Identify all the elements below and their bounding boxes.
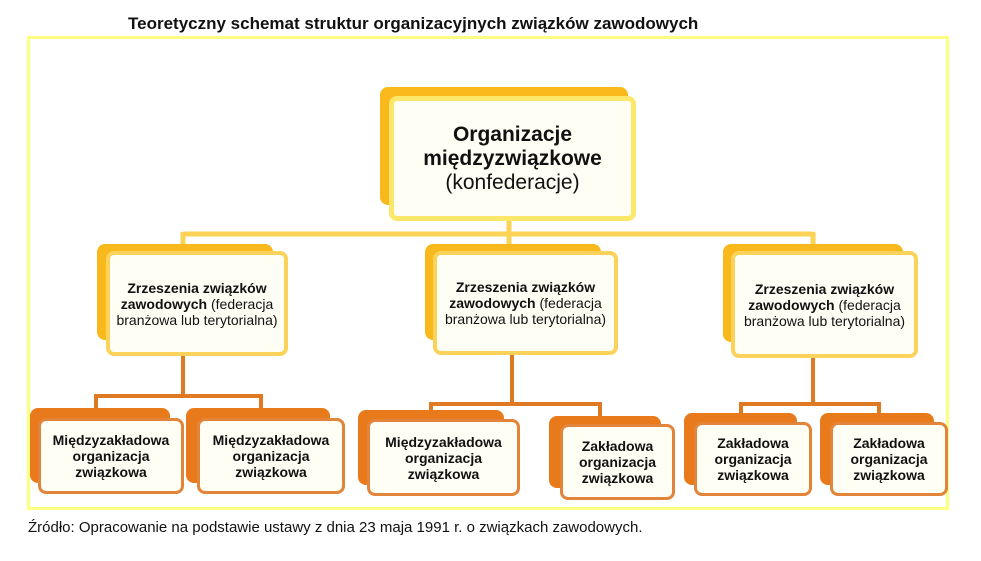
diagram-title: Teoretyczny schemat struktur organizacyjnych związków zawodowych [128, 14, 699, 33]
federation-1-bold: Zrzeszenia związków zawodowych [120, 279, 267, 312]
federation-box-3 [731, 251, 918, 358]
unit-6-label: Zakładowa organizacja związkowa [850, 435, 928, 483]
unit-1-label: Międzyzakładowa organizacja związkowa [52, 432, 170, 480]
unit-box-5 [694, 422, 812, 496]
unit-box-6 [830, 422, 948, 496]
federation-1-normal: (federacja branżowa lub terytorialna) [116, 295, 278, 328]
confederation-box [389, 96, 636, 221]
federation-box-2 [433, 251, 618, 355]
unit-box-1 [38, 418, 184, 494]
confederation-title-1: Organizacje [452, 122, 573, 146]
federation-2-normal: (federacja branżowa lub terytorialna) [444, 295, 607, 327]
unit-2-label: Międzyzakładowa organizacja związkowa [212, 432, 330, 480]
unit-box-2 [197, 418, 345, 494]
confederation-subtitle: (konfederacje) [445, 170, 580, 194]
unit-4-label: Zakładowa organizacja związkowa [578, 438, 657, 486]
federation-2-bold: Zrzeszenia związków zawodowych [449, 279, 596, 311]
federation-box-1 [106, 251, 288, 356]
federation-3-normal: (federacja branżowa lub terytorialna) [743, 296, 906, 329]
unit-box-4 [560, 424, 675, 500]
confederation-title-2: międzyzwiązkowe [423, 146, 602, 170]
source-note: Źródło: Opracowanie na podstawie ustawy z dnia 23 maja 1991 r. o związkach zawodowych. [28, 519, 643, 536]
unit-5-label: Zakładowa organizacja związkowa [714, 435, 792, 483]
federation-3-bold: Zrzeszenia związków zawodowych [748, 280, 895, 313]
unit-box-3 [367, 419, 520, 496]
unit-3-label: Międzyzakładowa organizacja związkowa [385, 433, 502, 482]
